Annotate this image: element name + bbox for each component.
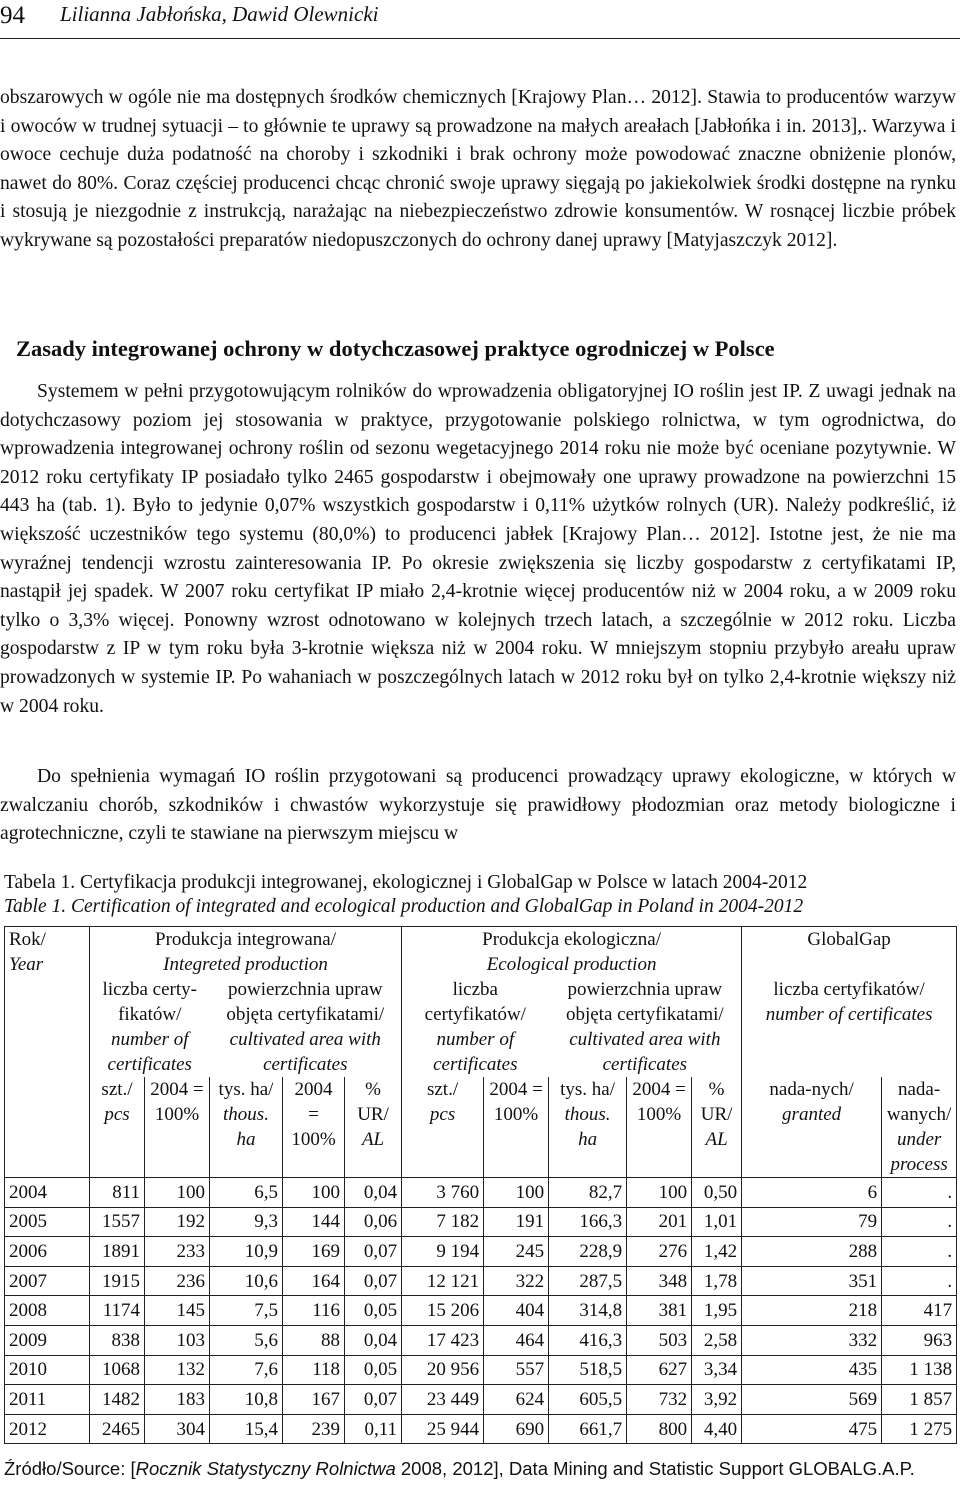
table-cell: 6 xyxy=(742,1178,882,1208)
table-cell: 23 449 xyxy=(402,1385,484,1415)
table-cell: 287,5 xyxy=(549,1266,627,1296)
table-source xyxy=(4,1457,956,1481)
table-cell: 144 xyxy=(283,1207,345,1237)
table-cell: 811 xyxy=(90,1178,145,1208)
table-cell: 1557 xyxy=(90,1207,145,1237)
table-cell: 332 xyxy=(742,1325,882,1355)
table-row xyxy=(5,1325,957,1355)
table-body xyxy=(5,1178,957,1444)
unit-int-pct-al: % UR/ AL xyxy=(345,1077,402,1178)
table-cell: 0,04 xyxy=(345,1178,402,1208)
table-cell: 4,40 xyxy=(692,1414,742,1444)
table-cell: 132 xyxy=(145,1355,210,1385)
row-year: 2005 xyxy=(5,1207,90,1237)
ecological-header-en: Ecological production xyxy=(486,954,657,975)
table-cell: 12 121 xyxy=(402,1266,484,1296)
table-row xyxy=(5,1296,957,1326)
table-cell: 838 xyxy=(90,1325,145,1355)
table-cell: 0,07 xyxy=(345,1385,402,1415)
ecological-header-pl: Produkcja ekologiczna/ xyxy=(482,929,662,950)
table-cell: 0,05 xyxy=(345,1355,402,1385)
table-cell: 0,07 xyxy=(345,1237,402,1267)
table-row xyxy=(5,1414,957,1444)
table-cell: . xyxy=(882,1178,957,1208)
table-cell: 88 xyxy=(283,1325,345,1355)
section-heading: Zasady integrowanej ochrony w dotychczasowej praktyce ogrodniczej w Polsce xyxy=(16,336,775,361)
table-cell: 416,3 xyxy=(549,1325,627,1355)
row-year: 2008 xyxy=(5,1296,90,1326)
table-cell: 0,11 xyxy=(345,1414,402,1444)
table-cell: 464 xyxy=(484,1325,549,1355)
eco-area-pl: powierzchnia upraw objęta certyfikatami/ xyxy=(565,979,724,1025)
unit-int-area: tys. ha/ thous. ha xyxy=(210,1077,283,1178)
paragraph-1: obszarowych w ogóle nie ma dostępnych środków chemicznych [Krajowy Plan… 2012]. Stawia to producentów warzyw i owoców w trudnej sytuacji – to głównie te uprawy są prowadzone na małych areałach [Jabłońka i in. 2013],. Warzywa i owoce cechuje duża podatność na choroby i szkodniki i brak ochrony może powodować znaczne obniżenie plonów, nawet do 80%. Coraz częściej producenci chcąc chronić swoje uprawy sięgają po jakiekolwiek środki dostępne na rynku i stosują je niezgodnie z instrukcją, narażając na niebezpieczeństwo zdrowie konsumentów. W rosnącej liczbie próbek wykrywane są pozostałości preparatów niedopuszczonych do ochrony danej uprawy [Matyjaszczyk 2012]. xyxy=(0,87,956,251)
table-cell: . xyxy=(882,1207,957,1237)
ecological-production-header xyxy=(402,927,742,978)
table-cell: 627 xyxy=(627,1355,692,1385)
table-cell: 1891 xyxy=(90,1237,145,1267)
int-count-header xyxy=(90,977,210,1077)
eco-count-en: number of certificates xyxy=(433,1029,518,1075)
table-cell: 145 xyxy=(145,1296,210,1326)
year-header-pl: Rok/ xyxy=(9,929,46,950)
table-cell: 0,06 xyxy=(345,1207,402,1237)
table-cell: 10,6 xyxy=(210,1266,283,1296)
table-cell: 0,04 xyxy=(345,1325,402,1355)
table-cell: 0,07 xyxy=(345,1266,402,1296)
gg-count-pl: liczba certyfikatów/ xyxy=(773,979,925,1000)
eco-area-en: cultivated area with certificates xyxy=(569,1029,721,1075)
paragraph-2: Systemem w pełni przygotowującym rolników do wprowadzenia obligatoryjnej IO roślin jest IP. Z uwagi jednak na dotychczasowy poziom jej stosowania w praktyce, przygotowanie polskiego rolnictwa, w tym ogrodnictwa, do wprowadzenia integrowanej ochrony roślin od sezonu wegetacyjnego 2014 roku nie może być oceniane pozytywnie. W 2012 roku certyfikaty IP posiadało tylko 2465 gospodarstw i obejmowały one uprawy prowadzone na powierzchni 15 443 ha (tab. 1). Było to jedynie 0,07% wszystkich gospodarstw i 0,11% użytków rolnych (UR). Należy podkreślić, iż większość uczestników tego systemu (80,0%) to producenci jabłek [Krajowy Plan… 2012]. Istotne jest, że nie ma wyraźnej tendencji wzrostu zainteresowania IP. Po okresie zwiększenia się liczby gospodarstw z certyfikatami IP, nastąpił jej spadek. W 2007 roku certyfikat IP miało 2,4-krotnie więcej producentów niż w 2004 roku, a w 2009 roku tylko o 3,3% więcej. Ponowny wzrost odnotowano w kolejnych trzech latach, a szczególnie w 2012 roku. Liczba gospodarstw z IP w tym roku była 3-krotnie większa niż w 2004 roku. W mniejszym stopniu przybyło areału upraw prowadzonych w systemie IP. Po wahaniach w poszczególnych latach w 2012 roku był on tylko 2,4-krotnie większy niż w 2004 roku. xyxy=(0,381,956,717)
table-cell: 3 760 xyxy=(402,1178,484,1208)
table-cell: 236 xyxy=(145,1266,210,1296)
paragraph-3: Do spełnienia wymagań IO roślin przygotowani są producenci prowadzący uprawy ekologiczne, w których w zwalczaniu chorób, szkodników i chwastów wykorzystuje się prawidłowy płodozmian oraz metody biologiczne i agrotechniczne, czyli te stawiane na pierwszym miejscu w xyxy=(0,766,956,845)
source-prefix: Źródło/Source: [ xyxy=(4,1458,136,1479)
table-cell: 82,7 xyxy=(549,1178,627,1208)
table-cell: 218 xyxy=(742,1296,882,1326)
table-cell: 167 xyxy=(283,1385,345,1415)
row-year: 2004 xyxy=(5,1178,90,1208)
table-cell: 1068 xyxy=(90,1355,145,1385)
unit-eco-area: tys. ha/ thous. ha xyxy=(549,1077,627,1178)
header-rule xyxy=(0,38,960,39)
table-cell: 624 xyxy=(484,1385,549,1415)
table-cell: 2465 xyxy=(90,1414,145,1444)
row-year: 2012 xyxy=(5,1414,90,1444)
table-cell: 351 xyxy=(742,1266,882,1296)
table-cell: 9 194 xyxy=(402,1237,484,1267)
table-cell: 17 423 xyxy=(402,1325,484,1355)
table-cell: 9,3 xyxy=(210,1207,283,1237)
table-cell: 228,9 xyxy=(549,1237,627,1267)
table-cell: 166,3 xyxy=(549,1207,627,1237)
table-cell: 100 xyxy=(283,1178,345,1208)
row-year: 2010 xyxy=(5,1355,90,1385)
integrated-production-header xyxy=(90,927,402,978)
unit-gg-granted: nada-nych/ granted xyxy=(742,1077,882,1178)
source-suffix: 2008, 2012], Data Mining and Statistic Support GLOBALG.A.P. xyxy=(395,1458,915,1479)
unit-gg-under-process: nada-wanych/ under process xyxy=(882,1077,957,1178)
table-cell: 569 xyxy=(742,1385,882,1415)
table-cell: 79 xyxy=(742,1207,882,1237)
table-cell: 322 xyxy=(484,1266,549,1296)
table-cell: 7,5 xyxy=(210,1296,283,1326)
table-cell: 1 275 xyxy=(882,1414,957,1444)
table-cell: 417 xyxy=(882,1296,957,1326)
table-row xyxy=(5,1207,957,1237)
table-cell: 1,42 xyxy=(692,1237,742,1267)
table-cell: 100 xyxy=(627,1178,692,1208)
table-cell: 10,9 xyxy=(210,1237,283,1267)
table-cell: 1482 xyxy=(90,1385,145,1415)
row-year: 2011 xyxy=(5,1385,90,1415)
table-caption-en: Table 1. Certification of integrated and ecological production and GlobalGap in Poland in 2004-2012 xyxy=(4,896,804,917)
year-header xyxy=(5,927,90,1178)
table-cell: 314,8 xyxy=(549,1296,627,1326)
table-cell: 732 xyxy=(627,1385,692,1415)
table-cell: 1,78 xyxy=(692,1266,742,1296)
table-cell: 1915 xyxy=(90,1266,145,1296)
int-area-en: cultivated area with certificates xyxy=(229,1029,381,1075)
table-header-groups xyxy=(5,927,957,978)
table-cell: 191 xyxy=(484,1207,549,1237)
table-caption-pl: Tabela 1. Certyfikacja produkcji integrowanej, ekologicznej i GlobalGap w Polsce w latach 2004-2012 xyxy=(4,872,808,893)
int-count-pl: liczba certy-fikatów/ xyxy=(102,979,197,1025)
table-cell: 6,5 xyxy=(210,1178,283,1208)
certification-table xyxy=(4,926,957,1444)
table-cell: 164 xyxy=(283,1266,345,1296)
table-cell: 557 xyxy=(484,1355,549,1385)
table-cell: 2,58 xyxy=(692,1325,742,1355)
unit-eco-pct-al: % UR/ AL xyxy=(692,1077,742,1178)
table-cell: 103 xyxy=(145,1325,210,1355)
table-cell: 1174 xyxy=(90,1296,145,1326)
table-cell: 233 xyxy=(145,1237,210,1267)
table-cell: 100 xyxy=(145,1178,210,1208)
table-cell: 5,6 xyxy=(210,1325,283,1355)
table-cell: 183 xyxy=(145,1385,210,1415)
table-cell: 192 xyxy=(145,1207,210,1237)
unit-eco-pcs: szt./ pcs xyxy=(402,1077,484,1178)
table-cell: . xyxy=(882,1266,957,1296)
globalgap-header: GlobalGap xyxy=(742,927,957,978)
table-cell: 1,95 xyxy=(692,1296,742,1326)
table-header-subgroups xyxy=(5,977,957,1077)
table-row xyxy=(5,1178,957,1208)
table-row xyxy=(5,1266,957,1296)
table-cell: 3,34 xyxy=(692,1355,742,1385)
table-cell: 963 xyxy=(882,1325,957,1355)
table-cell: 605,5 xyxy=(549,1385,627,1415)
int-area-header xyxy=(210,977,402,1077)
table-cell: 169 xyxy=(283,1237,345,1267)
row-year: 2007 xyxy=(5,1266,90,1296)
table-cell: 503 xyxy=(627,1325,692,1355)
int-area-pl: powierzchnia upraw objęta certyfikatami/ xyxy=(226,979,385,1025)
row-year: 2009 xyxy=(5,1325,90,1355)
source-italic: Rocznik Statystyczny Rolnictwa xyxy=(135,1458,396,1479)
table-cell: 1,01 xyxy=(692,1207,742,1237)
table-row xyxy=(5,1355,957,1385)
gg-count-header xyxy=(742,977,957,1077)
table-cell: 381 xyxy=(627,1296,692,1326)
unit-eco-index: 2004 = 100% xyxy=(484,1077,549,1178)
int-count-en: number of certificates xyxy=(107,1029,192,1075)
table-cell: 690 xyxy=(484,1414,549,1444)
table-cell: 475 xyxy=(742,1414,882,1444)
table-row xyxy=(5,1237,957,1267)
table-cell: 3,92 xyxy=(692,1385,742,1415)
integrated-header-pl: Produkcja integrowana/ xyxy=(155,929,337,950)
table-header-units xyxy=(5,1077,957,1178)
table-cell: 0,05 xyxy=(345,1296,402,1326)
table-cell: 7 182 xyxy=(402,1207,484,1237)
table-cell: 288 xyxy=(742,1237,882,1267)
table-cell: 25 944 xyxy=(402,1414,484,1444)
table-cell: 20 956 xyxy=(402,1355,484,1385)
table-cell: 661,7 xyxy=(549,1414,627,1444)
table-cell: 1 138 xyxy=(882,1355,957,1385)
table-cell: 435 xyxy=(742,1355,882,1385)
table-cell: 800 xyxy=(627,1414,692,1444)
table-cell: 404 xyxy=(484,1296,549,1326)
table-cell: 348 xyxy=(627,1266,692,1296)
unit-int-area-index: 2004 = 100% xyxy=(283,1077,345,1178)
table-cell: 0,50 xyxy=(692,1178,742,1208)
unit-int-index: 2004 = 100% xyxy=(145,1077,210,1178)
table-cell: 7,6 xyxy=(210,1355,283,1385)
table-cell: 201 xyxy=(627,1207,692,1237)
table-cell: 100 xyxy=(484,1178,549,1208)
page-header xyxy=(0,0,960,40)
eco-count-pl: liczba certyfikatów/ xyxy=(424,979,526,1025)
table-cell: 10,8 xyxy=(210,1385,283,1415)
page-number: 94 xyxy=(0,2,25,29)
table-cell: 116 xyxy=(283,1296,345,1326)
table-cell: 245 xyxy=(484,1237,549,1267)
row-year: 2006 xyxy=(5,1237,90,1267)
unit-eco-area-index: 2004 = 100% xyxy=(627,1077,692,1178)
gg-count-en: number of certificates xyxy=(765,1004,933,1025)
table-cell: 239 xyxy=(283,1414,345,1444)
table-cell: 1 857 xyxy=(882,1385,957,1415)
running-head-authors: Lilianna Jabłońska, Dawid Olewnicki xyxy=(60,2,379,26)
unit-int-pcs: szt./ pcs xyxy=(90,1077,145,1178)
table-cell: 276 xyxy=(627,1237,692,1267)
table-cell: 15,4 xyxy=(210,1414,283,1444)
table-cell: 304 xyxy=(145,1414,210,1444)
eco-area-header xyxy=(549,977,742,1077)
table-cell: . xyxy=(882,1237,957,1267)
table-cell: 518,5 xyxy=(549,1355,627,1385)
integrated-header-en: Integreted production xyxy=(163,954,328,975)
eco-count-header xyxy=(402,977,549,1077)
table-cell: 118 xyxy=(283,1355,345,1385)
year-header-en: Year xyxy=(9,954,44,975)
table-cell: 15 206 xyxy=(402,1296,484,1326)
table-row xyxy=(5,1385,957,1415)
